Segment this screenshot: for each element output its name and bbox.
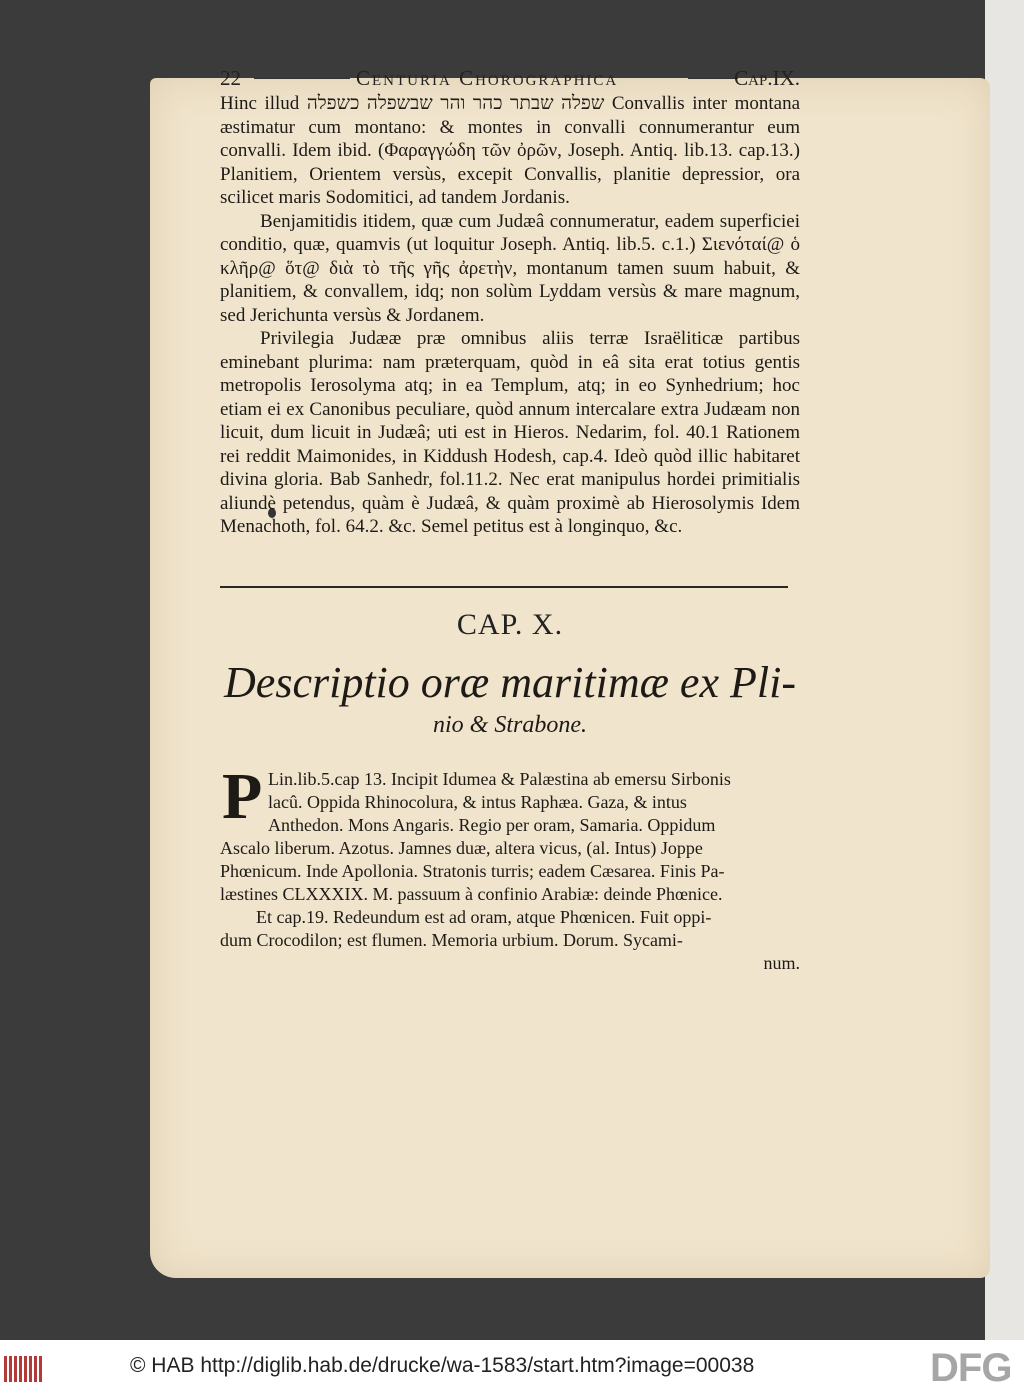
chapter-divider <box>220 586 788 588</box>
running-title: Centuria Chorographica <box>356 66 619 90</box>
viewer-footer <box>0 1340 1024 1396</box>
paragraph-hinc-illud: Hinc illud שפלה שבתר כהר והר שבשפלה כשפלה Convallis inter montana æstimatur cum montano: & montes in convalli connumerantur eum convalli. Idem ibid. (Φαραγγώδη τῶν ὀρῶν, Joseph. Antiq. lib.13. cap.13.) Planitiem, Orientem versùs, excepit Convallis, planitie depressior, ora scilicet maris Sodomitici, ad tandem Jordanis. <box>220 93 801 208</box>
text-line: læstines CLXXXIX. M. passuum à confinio Arabiæ: deinde Phœnice. <box>220 884 723 904</box>
running-header <box>220 66 800 90</box>
background-right-edge <box>985 0 1024 1340</box>
header-rule-left <box>254 78 350 79</box>
chapter-ix-text <box>220 92 800 539</box>
text-line: Lin.lib.5.cap 13. Incipit Idumea & Palæstina ab emersu Sirbonis <box>268 769 731 789</box>
chapter-reference: Cap.IX. <box>734 66 800 90</box>
text-line: Ascalo liberum. Azotus. Jamnes duæ, altera vicus, (al. Intus) Joppe <box>220 838 703 858</box>
source-url[interactable]: © HAB http://diglib.hab.de/drucke/wa-1583/start.htm?image=00038 <box>130 1354 755 1377</box>
chapter-x-text <box>220 768 800 975</box>
text-line: Anthedon. Mons Angaris. Regio per oram, Samaria. Oppidum <box>268 815 716 835</box>
page-number: 22 <box>220 66 241 90</box>
chapter-title-line1: Descriptio oræ maritimæ ex Pli- <box>224 658 796 707</box>
text-line: dum Crocodilon; est flumen. Memoria urbium. Dorum. Sycami- <box>220 930 683 950</box>
text-line: Phœnicum. Inde Apollonia. Stratonis turris; eadem Cæsarea. Finis Pa- <box>220 861 725 881</box>
header-rule-right <box>688 78 738 79</box>
paragraph-privilegia: Privilegia Judææ præ omnibus aliis terræ Israëliticæ partibus eminebant plurima: nam præterquam, quòd in eâ sita erat totius gentis metropolis Ierosolyma atq; in ea Templum, atq; in eo Synhedrium; hoc etiam ei ex Canonibus peculiare, quòd annum intercalare extra Judæam non licuit, dum licuit in Judæâ; uti est in Hieros. Nedarim, fol. 40.1 Rationem rei reddit Maimonides, in Kiddush Hodesh, cap.4. Ideò quòd illic habitaret divina gloria. Bab Sanhedr, fol.11.2. Nec erat manipulus hordei primitialis aliundè petendus, quàm è Judæâ, & quàm proximè ab Hierosolymis Idem Menachoth, fol. 64.2. &c. Semel petitus est à longinquo, &c. <box>220 328 800 537</box>
chapter-heading: CAP. X. <box>456 608 564 641</box>
catchword: num. <box>763 953 800 973</box>
paragraph-benjamitidis: Benjamitidis itidem, quæ cum Judæâ connumeratur, eadem superficiei conditio, quæ, quamvis (ut loquitur Joseph. Antiq. lib.5. c.1.) Σιενόταί@ ὁ κλῆρ@ ὅτ@ διὰ τὸ τῆς γῆς ἀρετὴν, montanum tamen suum habuit, & planitiem, & convallem, idq; non solùm Lyddam versùs & mare magnum, sed Jerichunta versùs & Jordanem. <box>220 210 800 326</box>
drop-capital: P <box>222 760 263 833</box>
chapter-title-line2: nio & Strabone. <box>433 712 587 738</box>
dfg-logo: DFG <box>930 1346 1012 1390</box>
barcode-icon <box>4 1356 42 1382</box>
text-line: Et cap.19. Redeundum est ad oram, atque Phœnicen. Fuit oppi- <box>256 907 712 927</box>
text-line: lacû. Oppida Rhinocolura, & intus Raphæa. Gaza, & intus <box>268 792 687 812</box>
